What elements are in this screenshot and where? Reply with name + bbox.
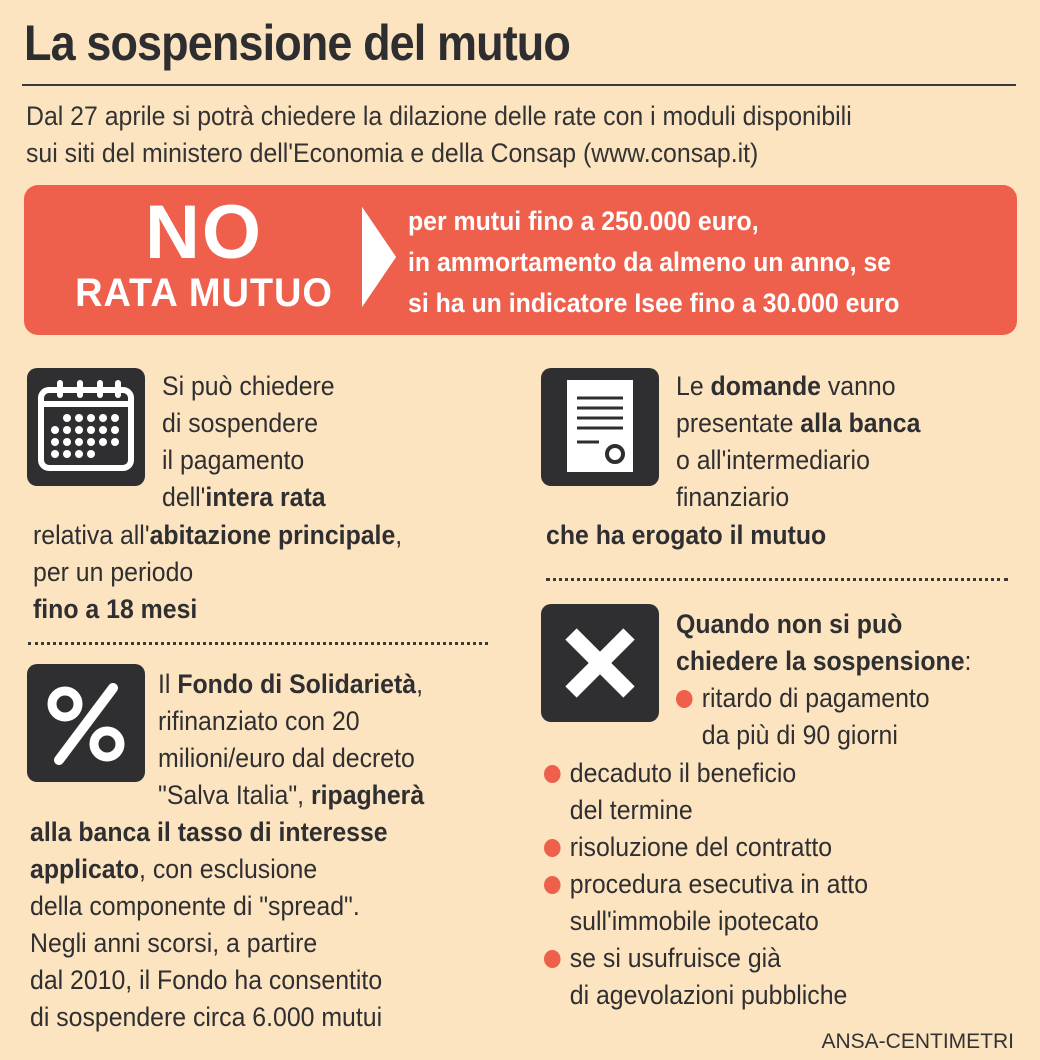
text-line: relativa all'abitazione principale,: [33, 520, 403, 550]
page-title: La sospensione del mutuo: [24, 15, 570, 71]
text-line: o all'intermediario: [676, 445, 870, 475]
text-line: ritardo di pagamento: [701, 683, 930, 713]
text-line: il pagamento: [162, 445, 305, 475]
banner-no: NO: [145, 190, 263, 275]
title-divider: [22, 84, 1016, 86]
text-line: fino a 18 mesi: [33, 594, 198, 624]
text-line: chiedere la sospensione:: [676, 646, 972, 676]
fondo-text-top: [158, 666, 424, 814]
sospensione-text-bottom: [33, 517, 402, 628]
cross-icon-box: [541, 604, 659, 722]
text-line: milioni/euro dal decreto: [158, 743, 415, 773]
text-line: che ha erogato il mutuo: [546, 520, 827, 550]
calendar-icon: [27, 368, 145, 486]
bullet-dot-icon: [544, 950, 561, 968]
banner-line: si ha un indicatore Isee fino a 30.000 euro: [408, 288, 900, 318]
subtitle: [26, 98, 852, 172]
list-item: [544, 940, 868, 1014]
domande-text-bottom: [546, 517, 826, 554]
text-line: presentate alla banca: [676, 408, 921, 438]
subtitle-line: Dal 27 aprile si potrà chiedere la dilazione delle rate con i moduli disponibili: [26, 101, 852, 131]
text-line: Le domande vanno: [676, 371, 896, 401]
document-icon-box: [541, 368, 659, 486]
text-line: dell'intera rata: [162, 482, 326, 512]
bullet-dot-icon: [544, 876, 561, 894]
bullet-dot-icon: [544, 765, 561, 783]
list-item: [676, 680, 930, 754]
banner-rata-mutuo: RATA MUTUO: [75, 271, 333, 315]
text-line: "Salva Italia", ripagherà: [158, 780, 425, 810]
banner-line: in ammortamento da almeno un anno, se: [408, 247, 892, 277]
chevron-right-icon: [362, 207, 396, 307]
text-line: rifinanziato con 20: [158, 706, 360, 736]
text-line: Si può chiedere: [162, 371, 335, 401]
bullet-dot-icon: [676, 690, 693, 708]
sospensione-text-top: [162, 368, 335, 516]
banner-line: per mutui fino a 250.000 euro,: [408, 206, 759, 236]
domande-text-top: [676, 368, 920, 516]
fondo-text-bottom: [30, 814, 388, 1036]
document-icon: [541, 368, 659, 486]
dotted-divider: [28, 642, 488, 645]
text-line: Negli anni scorsi, a partire: [30, 928, 318, 958]
source-credit: ANSA-CENTIMETRI: [821, 1030, 1014, 1053]
subtitle-line: sui siti del ministero dell'Economia e della Consap (www.consap.it): [26, 138, 759, 168]
text-line: di sospendere: [162, 408, 319, 438]
text-line: di agevolazioni pubbliche: [569, 980, 848, 1010]
text-line: se si usufruisce già: [569, 943, 782, 973]
percent-icon-box: [27, 664, 145, 782]
quando-heading: [676, 606, 971, 680]
text-line: finanziario: [676, 482, 790, 512]
text-line: Quando non si può: [676, 609, 903, 639]
text-line: applicato, con esclusione: [30, 854, 318, 884]
no-rata-banner: [24, 185, 1017, 335]
text-line: decaduto il beneficio: [569, 758, 797, 788]
quando-bullet-1: [676, 680, 930, 754]
text-line: da più di 90 giorni: [701, 720, 898, 750]
percent-icon: [27, 664, 145, 782]
text-line: della componente di "spread".: [30, 891, 360, 921]
text-line: risoluzione del contratto: [569, 832, 833, 862]
text-line: Il Fondo di Solidarietà,: [158, 669, 424, 699]
text-line: alla banca il tasso di interesse: [30, 817, 388, 847]
text-line: di sospendere circa 6.000 mutui: [30, 1002, 383, 1032]
list-item: [544, 829, 868, 866]
text-line: sull'immobile ipotecato: [569, 906, 819, 936]
calendar-icon-box: [27, 368, 145, 486]
cross-icon: [541, 604, 659, 722]
banner-conditions: [408, 201, 899, 324]
bullet-dot-icon: [544, 839, 561, 857]
dotted-divider: [546, 578, 1008, 581]
text-line: procedura esecutiva in atto: [569, 869, 869, 899]
text-line: per un periodo: [33, 557, 194, 587]
list-item: [544, 866, 868, 940]
list-item: [544, 755, 868, 829]
quando-bullets: [544, 755, 868, 1014]
text-line: dal 2010, il Fondo ha consentito: [30, 965, 383, 995]
text-line: del termine: [569, 795, 693, 825]
